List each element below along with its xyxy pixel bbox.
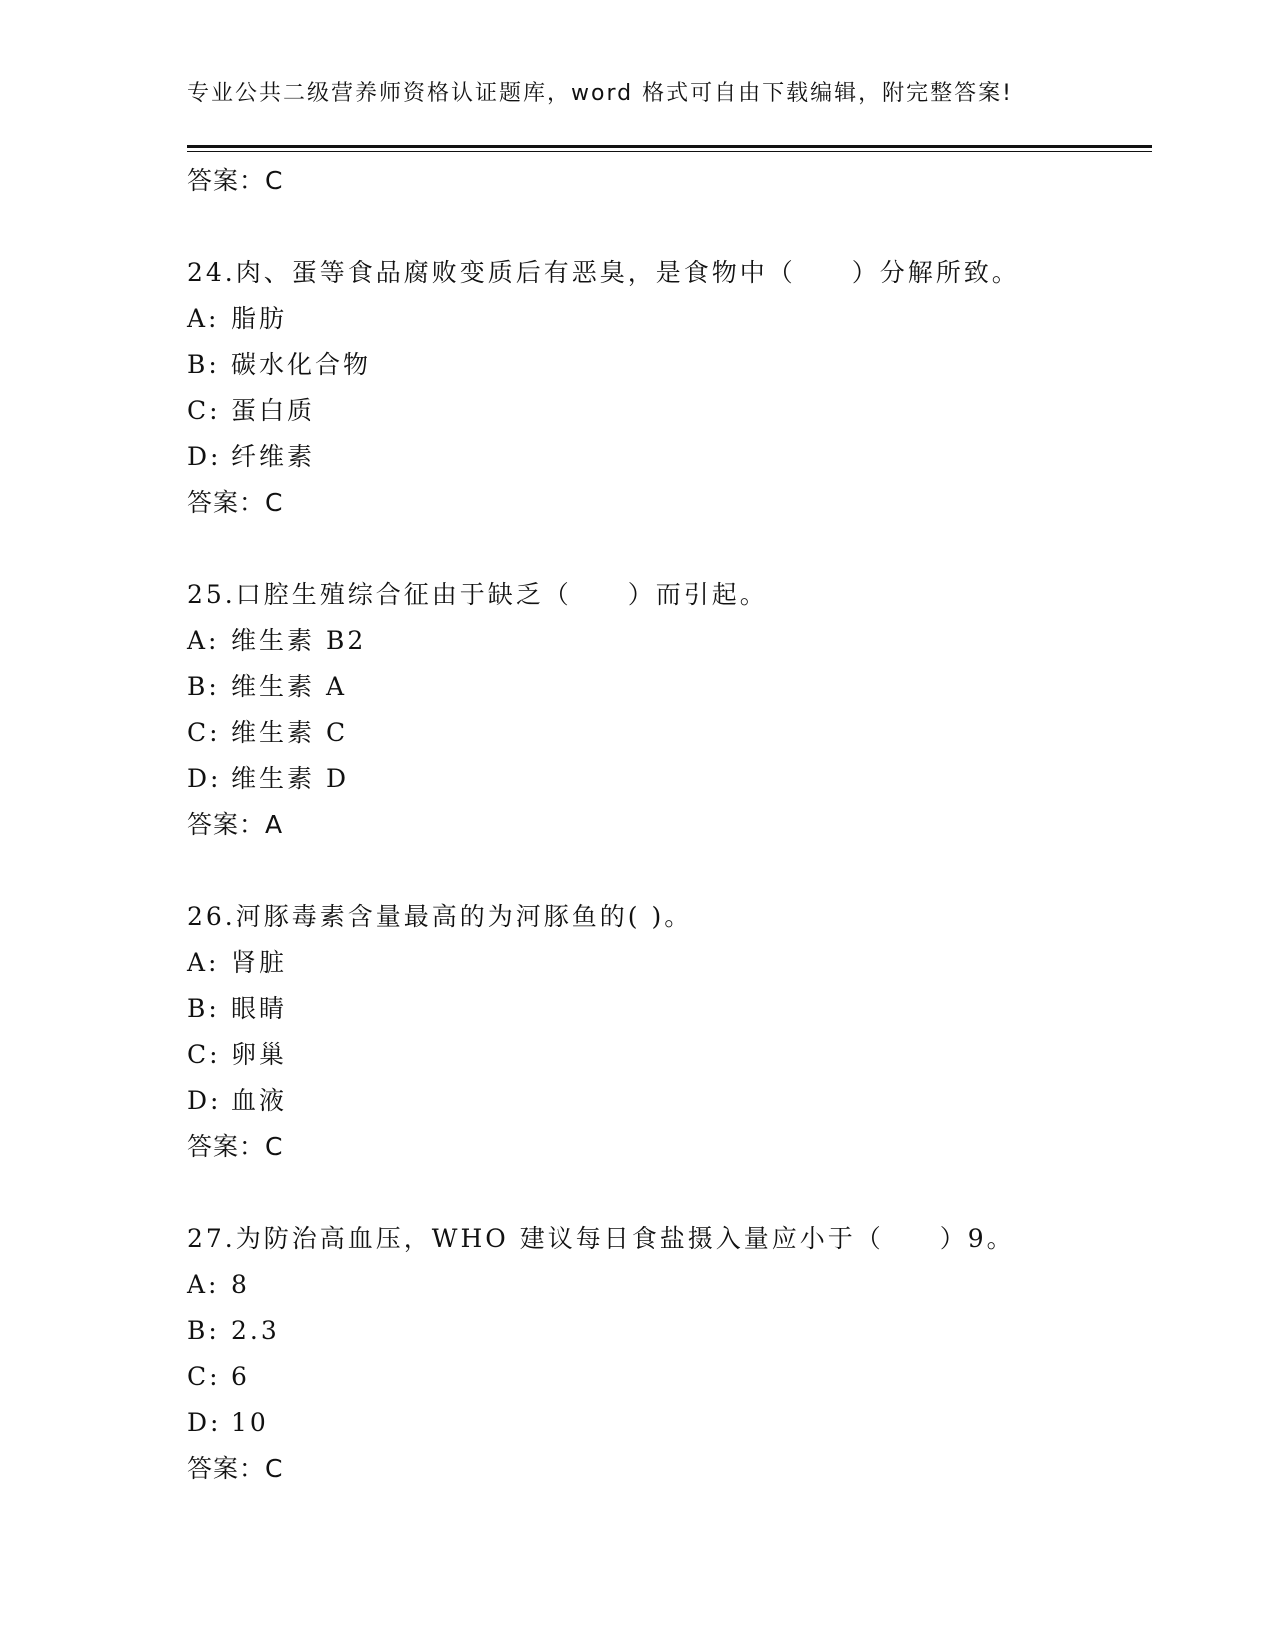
option-text: 8 [231,1270,250,1299]
question-block [187,1216,1152,1492]
option-a [187,940,1152,986]
question-number: 26. [187,902,236,931]
option-letter: C: [187,1040,221,1069]
answer-line: 答案：C [187,166,284,195]
option-text: 2.3 [231,1316,280,1345]
option-a [187,618,1152,664]
option-letter: B: [187,672,220,701]
option-c [187,710,1152,756]
option-a [187,296,1152,342]
option-d [187,756,1152,802]
option-letter: D: [187,1408,222,1437]
option-text: 纤维素 [231,442,316,471]
option-letter: B: [187,1316,220,1345]
question-stem: 肉、蛋等食品腐败变质后有恶臭，是食物中（ ）分解所致。 [235,258,1020,287]
option-b [187,664,1152,710]
option-c [187,388,1152,434]
option-letter: C: [187,1362,221,1391]
option-letter: A: [187,1270,220,1299]
option-text: 血液 [231,1086,288,1115]
question-text [187,250,1152,296]
header-rule-thick [187,145,1152,148]
option-d [187,434,1152,480]
option-text: 卵巢 [231,1040,288,1069]
option-text: 10 [231,1408,269,1437]
answer-line: 答案：C [187,488,284,517]
question-block [187,250,1152,526]
option-d [187,1400,1152,1446]
answer-line: 答案：C [187,1132,284,1161]
option-letter: D: [187,764,222,793]
option-b [187,342,1152,388]
option-c [187,1354,1152,1400]
option-letter: A: [187,626,220,655]
option-text: 维生素 A [231,672,348,701]
option-letter: D: [187,1086,222,1115]
question-stem: 河豚毒素含量最高的为河豚鱼的( )。 [235,902,693,931]
option-text: 维生素 C [231,718,349,747]
question-number: 27. [187,1224,236,1253]
option-letter: C: [187,396,221,425]
option-d [187,1078,1152,1124]
option-b [187,1308,1152,1354]
header-rule-thin [187,151,1152,152]
option-b [187,986,1152,1032]
question-text [187,572,1152,618]
option-letter: B: [187,350,220,379]
question-block [187,894,1152,1170]
option-text: 肾脏 [231,948,288,977]
option-text: 蛋白质 [231,396,316,425]
question-stem: 为防治高血压，WHO 建议每日食盐摄入量应小于（ ）9。 [235,1224,1015,1253]
option-a [187,1262,1152,1308]
answer-line: 答案：A [187,810,284,839]
question-stem: 口腔生殖综合征由于缺乏（ ）而引起。 [235,580,768,609]
question-text [187,894,1152,940]
question-block [187,572,1152,848]
option-text: 脂肪 [231,304,288,333]
question-number: 25. [187,580,236,609]
answer-line: 答案：C [187,1454,284,1483]
option-text: 6 [231,1362,250,1391]
option-text: 眼睛 [231,994,288,1023]
question-list [187,158,1152,1492]
question-text [187,1216,1152,1262]
option-text: 维生素 B2 [231,626,367,655]
option-letter: B: [187,994,220,1023]
option-letter: A: [187,948,220,977]
option-letter: C: [187,718,221,747]
option-letter: D: [187,442,222,471]
question-number: 24. [187,258,236,287]
option-text: 维生素 D [231,764,349,793]
page-header: 专业公共二级营养师资格认证题库，word 格式可自由下载编辑，附完整答案! [187,81,1013,106]
option-letter: A: [187,304,220,333]
option-text: 碳水化合物 [231,350,372,379]
option-c [187,1032,1152,1078]
